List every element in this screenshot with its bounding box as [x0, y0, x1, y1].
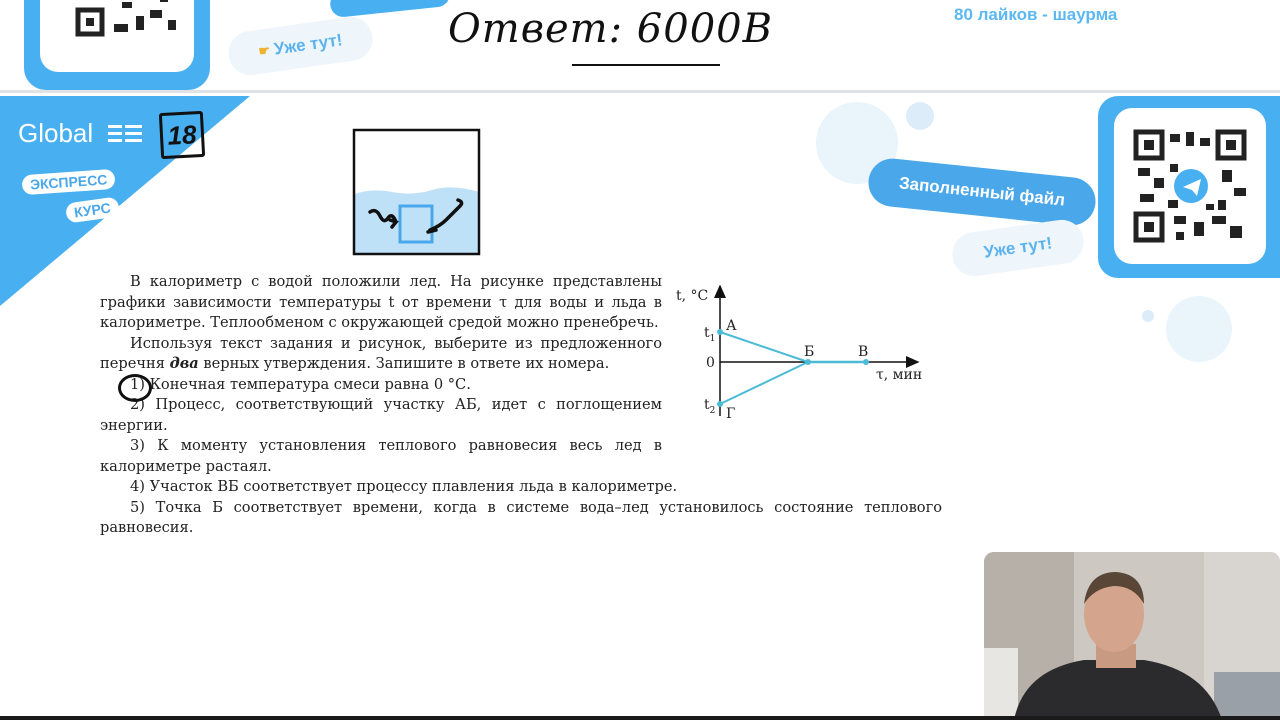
answer-underline: [572, 64, 720, 66]
option-2: 2) Процесс, соответствующий участку АБ, идет с поглощением энергии.: [100, 396, 663, 434]
global-bars-icon: [108, 124, 142, 144]
point-a-dot: [717, 329, 723, 335]
option-3: 3) К моменту установления теплового равновесия весь лед в калориметре растаял.: [100, 437, 663, 475]
x-axis-label: τ, мин: [876, 367, 923, 383]
right-already-here-badge: Уже тут!: [950, 217, 1087, 279]
kurs-label: КУРС: [65, 196, 120, 223]
qr-code-icon: [1114, 108, 1266, 264]
bottom-bar: [0, 716, 1280, 720]
point-v-label: В: [858, 344, 869, 360]
handwritten-answer: Ответ: 6000В: [448, 6, 773, 52]
decor-circle: [1166, 296, 1232, 362]
segment-gb: [720, 362, 808, 404]
point-g-dot: [717, 401, 723, 407]
top-qr-code: [40, 0, 194, 72]
option-1: 1) Конечная температура смеси равна 0 °С.: [130, 375, 471, 393]
point-a-label: А: [726, 318, 737, 334]
option-5: 5) Точка Б соответствует времени, когда в системе вода–лед установилось состояние теплового равновесия.: [100, 498, 942, 536]
express-label: ЭКСПРЕСС: [21, 169, 116, 195]
y-axis-label: t, °С: [676, 288, 709, 304]
task-number: 18: [159, 111, 205, 159]
t2-label: $t_2$: [704, 397, 716, 416]
hand-icon: ☛: [257, 42, 272, 59]
segment-ab: [720, 332, 808, 362]
point-g-label: Г: [726, 406, 736, 422]
filled-file-tag: Заполненный файл: [866, 156, 1098, 228]
problem-intro: В калориметр с водой положили лед. На рисунке представлены графики зависимости температуры t от времени τ для воды и льда в калориметре. Теплообменом с окружающей средой можно пренебречь.: [100, 273, 662, 331]
t1-label: $t_1$: [704, 325, 716, 344]
temperature-graph: [670, 282, 940, 430]
zero-label: 0: [706, 355, 715, 371]
right-qr-code: [1114, 108, 1266, 264]
likes-goal-text: 80 лайков - шаурма: [954, 5, 1118, 24]
qr-code-icon: [40, 0, 194, 72]
decor-circle: [1142, 310, 1154, 322]
top-badge-label: Уже тут!: [272, 30, 344, 59]
decor-circle: [906, 102, 934, 130]
problem-instruction: Используя текст задания и рисунок, выберите из предложенного перечня два верных утверждения. Запишите в ответе их номера.: [100, 334, 662, 372]
webcam-feed: [984, 552, 1280, 720]
option-4: 4) Участок ВБ соответствует процессу плавления льда в калориметре.: [130, 478, 678, 495]
calorimeter-drawing: [352, 128, 482, 256]
presenter-video: [984, 552, 1280, 720]
global-logo: Global: [18, 118, 94, 148]
option-1-mark: [118, 374, 152, 402]
top-qr-card: [24, 0, 210, 90]
point-b-label: Б: [804, 344, 815, 360]
